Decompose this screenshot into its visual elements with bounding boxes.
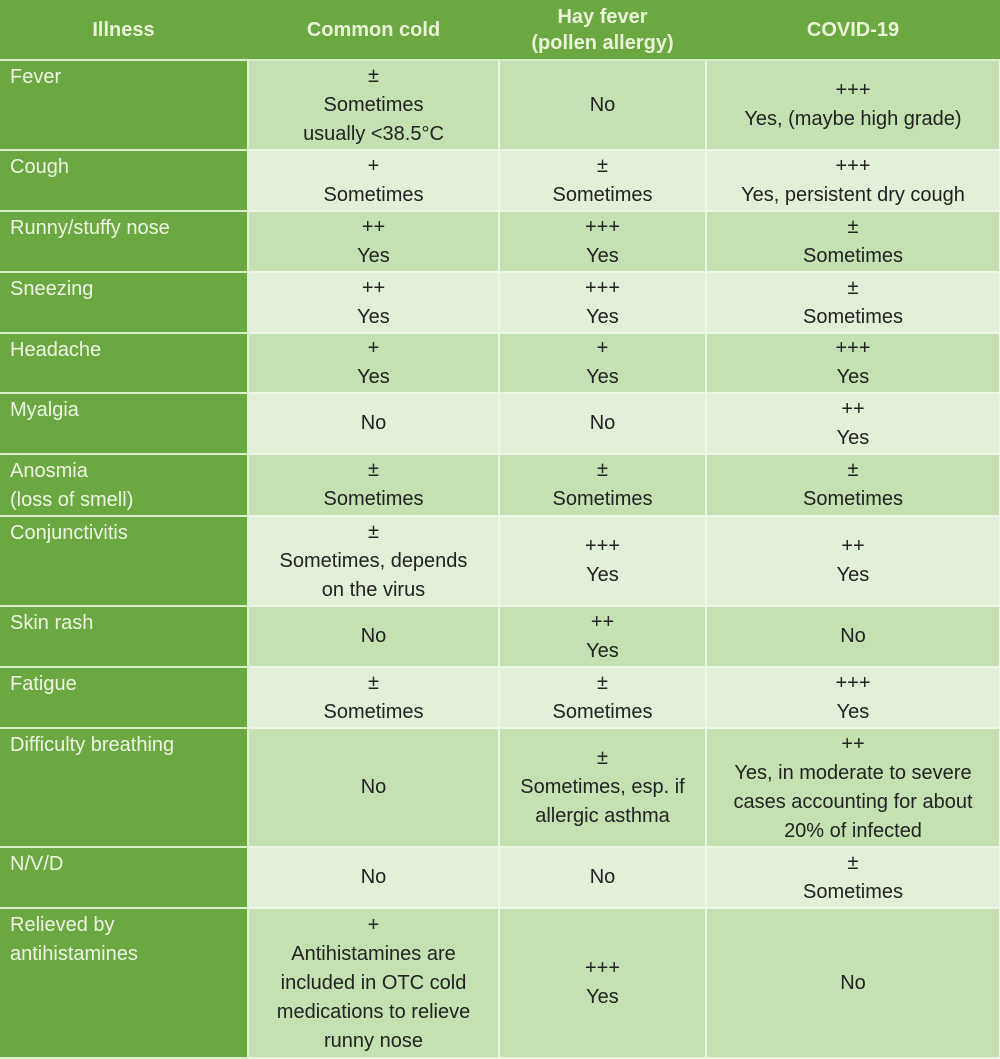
symptom-text: Conjunctivitis	[10, 522, 128, 544]
symptom-label	[0, 211, 248, 272]
cell-text: medications to relieve	[276, 1000, 471, 1023]
symptom-text: Anosmia	[10, 460, 88, 482]
common-cold-cell	[248, 60, 499, 150]
common-cold-cell	[248, 908, 499, 1058]
covid-19-cell	[706, 211, 1000, 272]
cell-text: ++	[841, 397, 865, 420]
covid-19-cell	[706, 454, 1000, 516]
common-cold-cell	[248, 150, 499, 211]
symptom-text: Runny/stuffy nose	[10, 217, 170, 239]
cell-text: ±	[847, 215, 859, 238]
cell-text: ±	[597, 154, 608, 177]
covid-19-cell	[706, 667, 1000, 728]
common-cold-cell	[248, 333, 499, 393]
symptom-label	[0, 847, 248, 908]
cell-text: ±	[597, 459, 608, 481]
cell-text: Yes	[586, 366, 619, 388]
cell-text: No	[360, 866, 387, 888]
header-text: Common cold	[306, 18, 441, 41]
cell-text: Sometimes	[323, 183, 424, 206]
table-row	[0, 60, 1000, 150]
symptom-label	[0, 272, 248, 333]
cell-text: Yes, in moderate to severe	[734, 761, 972, 784]
cell-text: Sometimes	[802, 244, 904, 267]
covid-19-cell	[706, 606, 1000, 667]
table-row	[0, 454, 1000, 516]
symptom-text: Sneezing	[10, 278, 94, 300]
symptom-text: antihistamines	[10, 943, 138, 965]
table-row	[0, 516, 1000, 606]
cell-text: ±	[597, 671, 608, 694]
hay-fever-cell	[499, 393, 706, 454]
common-cold-cell	[248, 606, 499, 667]
symptom-label	[0, 333, 248, 393]
header-covid-19	[706, 0, 1000, 60]
symptom-text: Fatigue	[10, 673, 77, 695]
cell-text: ±	[597, 747, 608, 769]
cell-text: No	[589, 866, 616, 888]
table-row	[0, 150, 1000, 211]
symptom-label	[0, 454, 248, 516]
cell-text: Antihistamines are	[291, 942, 456, 965]
cell-text: Sometimes	[323, 488, 424, 510]
cell-text: ±	[368, 459, 379, 481]
cell-text: No	[589, 412, 616, 434]
hay-fever-cell	[499, 60, 706, 150]
common-cold-cell	[248, 667, 499, 728]
cell-text: Sometimes, depends	[279, 549, 468, 572]
cell-text: Yes	[586, 986, 619, 1008]
cell-text: Yes	[836, 564, 870, 586]
symptom-text: Myalgia	[10, 399, 79, 421]
cell-text: Sometimes	[323, 93, 424, 116]
cell-text: +++	[584, 215, 621, 238]
cell-text: usually <38.5°C	[303, 122, 444, 145]
hay-fever-cell	[499, 847, 706, 908]
symptom-label	[0, 60, 248, 150]
cell-text: Sometimes	[802, 488, 904, 510]
hay-fever-cell	[499, 150, 706, 211]
symptom-text: Cough	[10, 156, 69, 178]
table-row	[0, 211, 1000, 272]
hay-fever-cell	[499, 606, 706, 667]
cell-text: ±	[847, 851, 859, 874]
cell-text: ±	[368, 671, 379, 694]
cell-text: cases accounting for about	[733, 790, 973, 813]
cell-text: Sometimes	[323, 700, 424, 723]
covid-19-cell	[706, 728, 1000, 847]
cell-text: No	[840, 971, 866, 994]
cell-text: No	[360, 776, 387, 798]
symptom-label	[0, 150, 248, 211]
covid-19-cell	[706, 908, 1000, 1058]
table-row	[0, 847, 1000, 908]
cell-text: No	[589, 93, 616, 116]
cell-text: Yes	[586, 564, 619, 586]
cell-text: No	[360, 412, 387, 434]
covid-19-cell	[706, 272, 1000, 333]
cell-text: Yes, (maybe high grade)	[744, 108, 962, 130]
symptom-label	[0, 516, 248, 606]
common-cold-cell	[248, 454, 499, 516]
header-row	[0, 0, 1000, 60]
symptom-text: N/V/D	[10, 853, 64, 875]
table-row	[0, 393, 1000, 454]
cell-text: +++	[584, 276, 621, 299]
cell-text: Yes	[586, 244, 619, 267]
hay-fever-cell	[499, 667, 706, 728]
table-row	[0, 606, 1000, 667]
hay-fever-cell	[499, 454, 706, 516]
cell-text: Yes	[586, 639, 619, 662]
cell-text: Yes	[357, 244, 390, 267]
hay-fever-cell	[499, 272, 706, 333]
hay-fever-cell	[499, 333, 706, 393]
cell-text: ++	[841, 535, 865, 557]
cell-text: Yes, persistent dry cough	[741, 183, 965, 206]
cell-text: No	[360, 625, 387, 647]
covid-19-cell	[706, 847, 1000, 908]
table-row	[0, 272, 1000, 333]
cell-text: +++	[835, 79, 871, 101]
cell-text: on the virus	[321, 578, 426, 601]
cell-text: +++	[835, 671, 871, 694]
cell-text: Yes	[836, 426, 870, 449]
table-row	[0, 908, 1000, 1058]
cell-text: ±	[847, 276, 859, 299]
cell-text: Yes	[357, 366, 390, 388]
cell-text: 20% of infected	[784, 819, 922, 842]
symptom-text: Skin rash	[10, 612, 94, 634]
symptom-label	[0, 606, 248, 667]
header-illness	[0, 0, 248, 60]
cell-text: ±	[368, 520, 379, 543]
hay-fever-cell	[499, 211, 706, 272]
cell-text: +	[367, 154, 380, 177]
hay-fever-cell	[499, 516, 706, 606]
cell-text: +++	[584, 535, 621, 557]
covid-19-cell	[706, 516, 1000, 606]
common-cold-cell	[248, 393, 499, 454]
covid-19-cell	[706, 393, 1000, 454]
symptom-text: Relieved by	[10, 914, 115, 936]
cell-text: Yes	[357, 305, 390, 328]
cell-text: Sometimes, esp. if	[520, 776, 685, 798]
cell-text: allergic asthma	[535, 805, 670, 827]
header-hay-fever	[499, 0, 706, 60]
symptom-label	[0, 728, 248, 847]
cell-text: +	[367, 337, 380, 359]
common-cold-cell	[248, 516, 499, 606]
symptom-text: Difficulty breathing	[10, 734, 175, 756]
hay-fever-cell	[499, 728, 706, 847]
cell-text: No	[840, 625, 866, 647]
cell-text: Yes	[586, 305, 619, 328]
cell-text: Yes	[836, 700, 870, 723]
symptom-label	[0, 393, 248, 454]
symptom-text: (loss of smell)	[10, 489, 134, 511]
cell-text: ±	[847, 459, 859, 481]
table-body	[0, 60, 1000, 1058]
cell-text: Sometimes	[552, 700, 653, 723]
header-text: COVID-19	[806, 18, 900, 41]
cell-text: Sometimes	[552, 488, 653, 510]
cell-text: ++	[361, 215, 386, 238]
cell-text: +	[367, 913, 380, 936]
covid-19-cell	[706, 150, 1000, 211]
cell-text: +++	[835, 154, 871, 177]
symptom-label	[0, 908, 248, 1058]
header-text: (pollen allergy)	[531, 31, 674, 54]
cell-text: ++	[361, 276, 386, 299]
header-text: Hay fever	[557, 5, 648, 28]
cell-text: included in OTC cold	[280, 971, 467, 994]
cell-text: +++	[584, 957, 621, 979]
cell-text: Sometimes	[552, 183, 653, 206]
cell-text: ±	[368, 64, 379, 87]
table-row	[0, 667, 1000, 728]
symptom-text: Headache	[10, 339, 102, 361]
cell-text: ++	[841, 732, 865, 755]
covid-19-cell	[706, 333, 1000, 393]
hay-fever-cell	[499, 908, 706, 1058]
common-cold-cell	[248, 728, 499, 847]
common-cold-cell	[248, 272, 499, 333]
table-row	[0, 728, 1000, 847]
common-cold-cell	[248, 847, 499, 908]
header-common-cold	[248, 0, 499, 60]
symptom-label	[0, 667, 248, 728]
table-row	[0, 333, 1000, 393]
cell-text: Sometimes	[802, 880, 904, 903]
common-cold-cell	[248, 211, 499, 272]
symptom-text: Fever	[10, 66, 62, 88]
header-text: Illness	[92, 18, 155, 41]
covid-19-cell	[706, 60, 1000, 150]
cell-text: +	[596, 337, 609, 359]
cell-text: Sometimes	[802, 305, 904, 328]
cell-text: Yes	[836, 366, 870, 388]
cell-text: runny nose	[324, 1029, 423, 1052]
cell-text: ++	[590, 610, 615, 633]
cell-text: +++	[835, 337, 871, 359]
